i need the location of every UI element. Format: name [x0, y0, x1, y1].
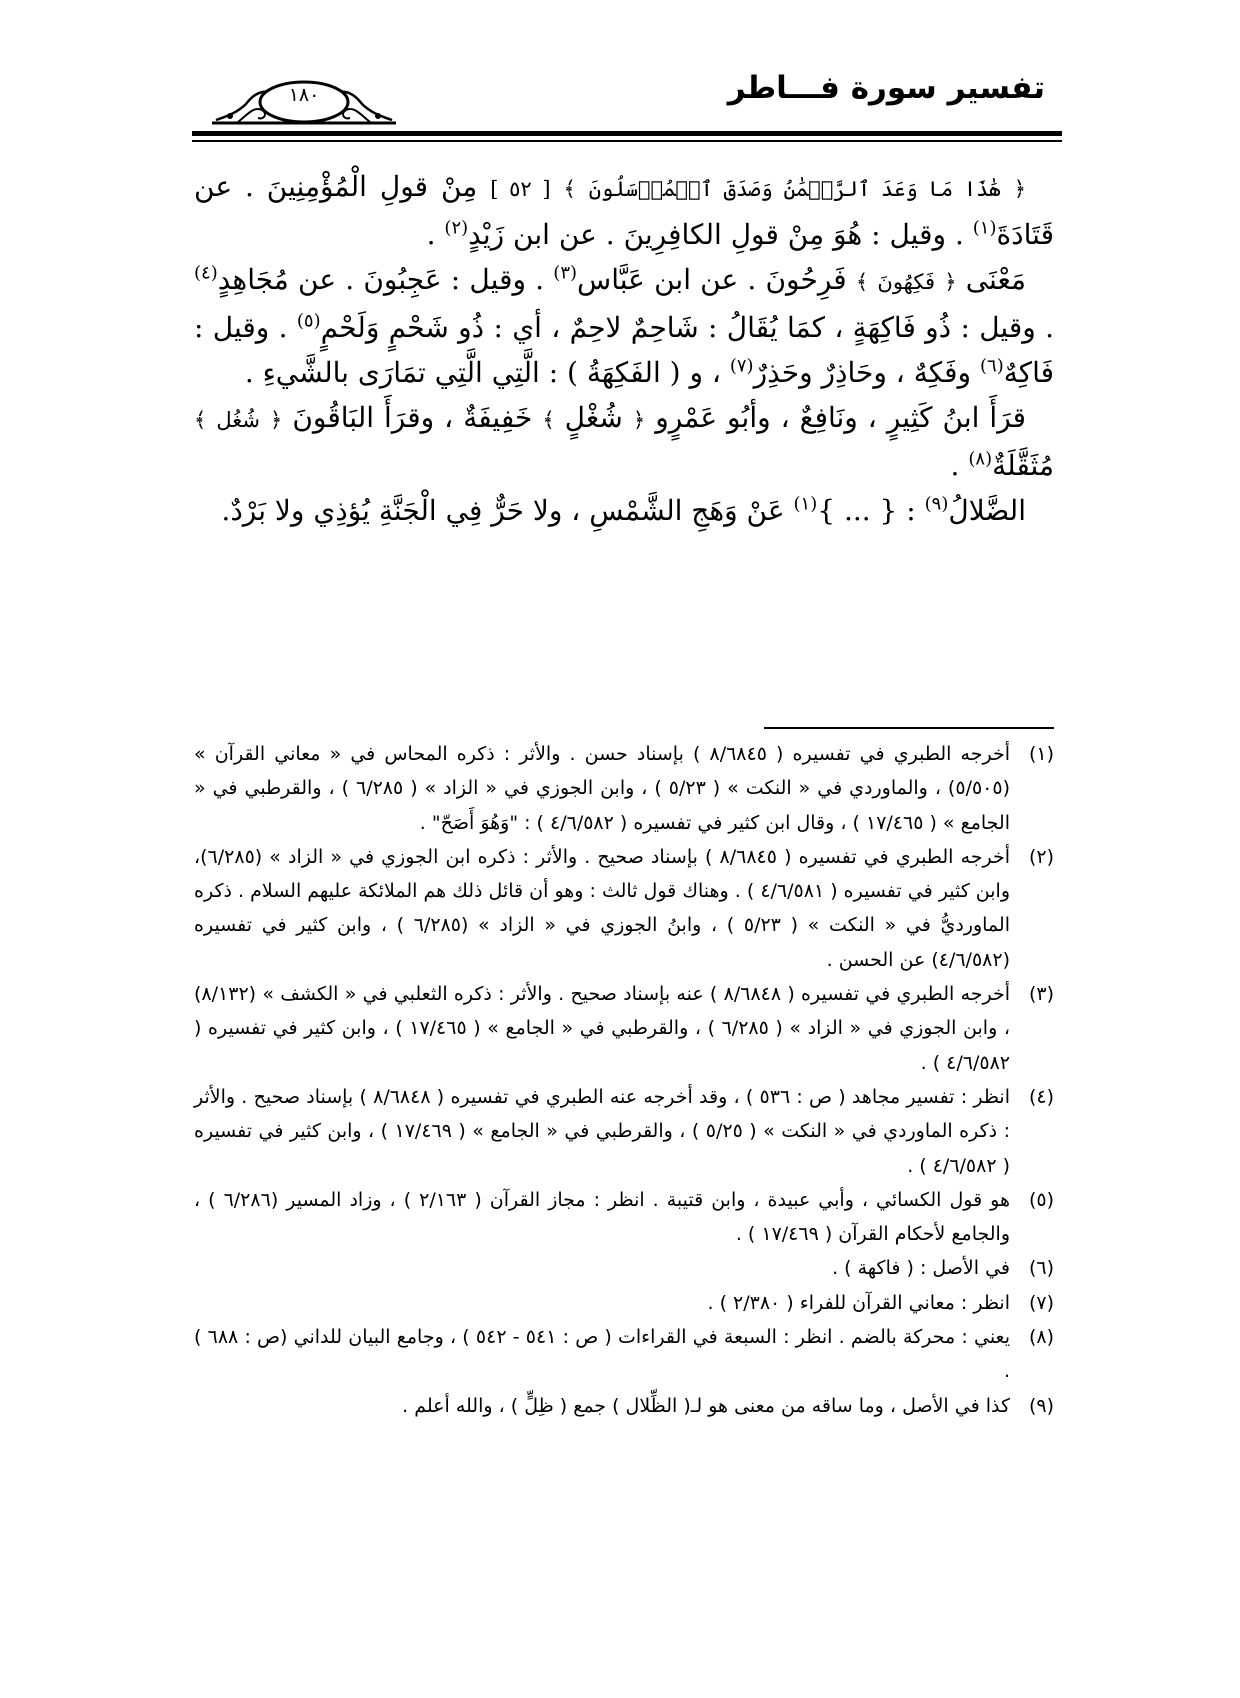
text: ، و ( الفَكِهَةُ ) : الَّتِي الَّتِي تمَارَى بالشَّيءِ . — [244, 356, 721, 389]
text: . وقيل : ذُو فَاكِهَةٍ ، كمَا يُقَالُ : شَاحِمٌ لاحِمٌ ، أي : ذُو شَحْمٍ وَلَحْمٍ — [320, 311, 1054, 344]
footnote-ref: (٩) — [924, 493, 949, 515]
footnote — [194, 1183, 1054, 1252]
footnote-ref: (١) — [972, 217, 997, 239]
quran-bracket-open: ﴿ — [632, 408, 646, 432]
quran-bracket-open: ﴿ — [1013, 177, 1026, 201]
text: : { ... } — [817, 494, 916, 527]
text: . وقيل : هُوَ مِنْ قولِ الكافِرِينَ . عن ابن زَيْدٍ — [468, 218, 964, 251]
footnote-ref: (٢) — [444, 217, 469, 239]
quran-bracket-open: ﴿ — [944, 270, 957, 294]
quran-bracket-close: ﴾ — [563, 177, 576, 201]
text: مِنْ قولِ الْمُؤْمِنِينَ . عن قَتَادَةَ — [194, 170, 1054, 251]
footnote-text: أخرجه الطبري في تفسيره ( ٨/٦٨٤٥ ) بإسناد حسن . والأثر : ذكره المحاس في « معاني القرآن » (٥/٥٠٥) ، والماوردي في « النكت » ( ٥/٢٣ ) ، وابن الجوزي في « الزاد » ( ٦/٢٨٥ ) ، والقرطبي في « الجامع » ( ١٧/٤٦٥ ) ، وقال ابن كثير في تفسيره ( ٤/٦/٥٨٢ ) : "وَهُوَ أَصَحّ" . — [194, 743, 1011, 834]
quran-word: فَكِهُونَ — [877, 270, 935, 294]
text: . وقيل : عَجِبُونَ . عن مُجَاهِدٍ — [217, 263, 545, 296]
footnote-number: (٣) — [1028, 983, 1054, 1006]
footnote-number: (٧) — [1028, 1291, 1054, 1314]
running-header-title: تفسير سورة فـــاطر — [727, 70, 1045, 106]
footnotes — [194, 737, 1054, 1423]
footnote — [194, 1080, 1054, 1183]
paragraph-1 — [194, 164, 1054, 257]
footnote-text: انظر : تفسير مجاهد ( ص : ٥٣٦ ) ، وقد أخرجه عنه الطبري في تفسيره ( ٨/٦٨٤٨ ) بإسناد صحيح . والأثر : ذكره الماوردي في « النكت » ( ٥/٢٥ ) ، والقرطبي في « الجامع » ( ١٧/٤٦٩ ) ، وابن كثير في تفسيره ( ٤/٦/٥٨٢ ) . — [194, 1085, 1010, 1177]
footnote-number: (٤) — [1028, 1085, 1054, 1108]
text: فَرِحُونَ . عن ابن عَبَّاس — [577, 263, 847, 296]
main-text — [194, 164, 1054, 533]
text: الضَّلالُ — [948, 494, 1026, 527]
quran-verse: هَٰذَا مَا وَعَدَ ٱلرَّحۡمَٰنُ وَصَدَقَ ٱلۡمُرۡسَلُونَ — [588, 177, 1001, 201]
quran-bracket-close: ﴾ — [855, 270, 869, 294]
footnote — [194, 1389, 1054, 1423]
footnote-ref: (٨) — [968, 448, 993, 470]
footnote-number: (٥) — [1028, 1188, 1054, 1211]
text: . — [426, 218, 436, 251]
footnote-ref: (٦) — [980, 355, 1004, 377]
footnote-ref: (٧) — [729, 355, 754, 377]
footnote-number: (٨) — [1028, 1326, 1054, 1349]
footnote-text: في الأصل : ( فاكهة ) . — [832, 1257, 1010, 1280]
quran-bracket-close: ﴾ — [542, 408, 555, 432]
footnote — [194, 1286, 1054, 1320]
text: خَفِيفَةٌ ، وقرَأَ البَاقُونَ — [292, 401, 533, 434]
footnote-number: (٢) — [1028, 845, 1054, 868]
footnote-text: انظر : معاني القرآن للفراء ( ٢/٣٨٠ ) . — [707, 1291, 1010, 1314]
footnote-number: (١) — [1028, 743, 1054, 765]
header-rule-thick — [192, 131, 1062, 136]
paragraph-3 — [194, 395, 1054, 488]
text: مُثَقَّلَةٌ — [992, 449, 1054, 482]
footnote-text: أخرجه الطبري في تفسيره ( ٨/٦٨٤٨ ) عنه بإسناد صحيح . والأثر : ذكره الثعلبي في « الكشف » (٨/١٣٢) ، وابن الجوزي في « الزاد » ( ٦/٢٨٥ ) ، والقرطبي في « الجامع » ( ١٧/٤٦٥ ) ، وابن كثير في تفسيره ( ٤/٦/٥٨٢ ) . — [194, 983, 1011, 1074]
footnote — [194, 1251, 1054, 1285]
footnote — [194, 840, 1054, 977]
quran-word: شُغْلٍ — [564, 401, 623, 434]
footnote-text: هو قول الكسائي ، وأبي عبيدة ، وابن قتيبة . انظر : مجاز القرآن ( ٢/١٦٣ ) ، وزاد المسير (٦/٢٨٦ ) ، والجامع لأحكام القرآن ( ١٧/٤٦٩ ) . — [194, 1188, 1010, 1246]
quran-bracket-open: ﴿ — [269, 408, 283, 432]
text: عَنْ وَهَجِ الشَّمْسِ ، ولا حَرٌّ فِي الْجَنَّةِ يُؤذِي ولا بَرْدٌ. — [221, 494, 785, 527]
footnote-number: (٦) — [1028, 1257, 1054, 1280]
footnote — [194, 1320, 1054, 1389]
header-rule-thin — [192, 140, 1062, 142]
paragraph-2 — [194, 257, 1054, 395]
footnote-ref: (٣) — [553, 262, 578, 284]
footnote-text: يعني : محركة بالضم . انظر : السبعة في القراءات ( ص : ٥٤١ - ٥٤٢ ) ، وجامع البيان للداني (ص : ٦٨٨ ) . — [194, 1326, 1011, 1383]
verse-ref: [ ٥٢ ] — [490, 177, 551, 201]
footnote — [194, 737, 1054, 840]
quran-bracket-close: ﴾ — [194, 408, 207, 432]
text: . وقيل : فَاكِهٌ — [194, 311, 1054, 389]
text: قرَأَ ابنُ كَثِيرٍ ، ونَافِعٌ ، وأبُو عَمْرٍو — [655, 401, 1027, 434]
footnote-text: أخرجه الطبري في تفسيره ( ٨/٦٨٤٥ ) بإسناد صحيح . والأثر : ذكره ابن الجوزي في « الزاد » (٦/٢٨٥)، وابن كثير في تفسيره ( ٤/٦/٥٨١ ) . وهناك قول ثالث : وهو أن قائل ذلك هم الملائكة عليهم السلام . ذكره الماورديُّ في « النكت » ( ٥/٢٣ ) ، وابنُ الجوزي في « الزاد » (٦/٢٨٥ ) ، وابن كثير في تفسيره (٤/٦/٥٨٢) عن الحسن . — [194, 845, 1011, 971]
page-number: ١٨٠ — [288, 84, 320, 106]
text: وفَكِهٌ ، وحَاذِرٌ وحَذِرٌ — [753, 356, 972, 389]
footnote — [194, 977, 1054, 1080]
footnote-ref: (١) — [793, 493, 818, 515]
footnote-ref: (٤) — [194, 262, 218, 284]
footnote-text: كذا في الأصل ، وما ساقه من معنى هو لـ( الظِّلال ) جمع ( ظِلٍّ ) ، والله أعلم . — [402, 1394, 1010, 1417]
text: . — [950, 449, 960, 482]
footnote-ref: (٥) — [296, 310, 321, 332]
footnote-number: (٩) — [1028, 1394, 1054, 1417]
quran-word: شُغُل — [216, 408, 260, 432]
paragraph-4 — [194, 488, 1054, 533]
text: مَعْنَى — [965, 263, 1026, 296]
footnote-separator — [764, 727, 1054, 729]
